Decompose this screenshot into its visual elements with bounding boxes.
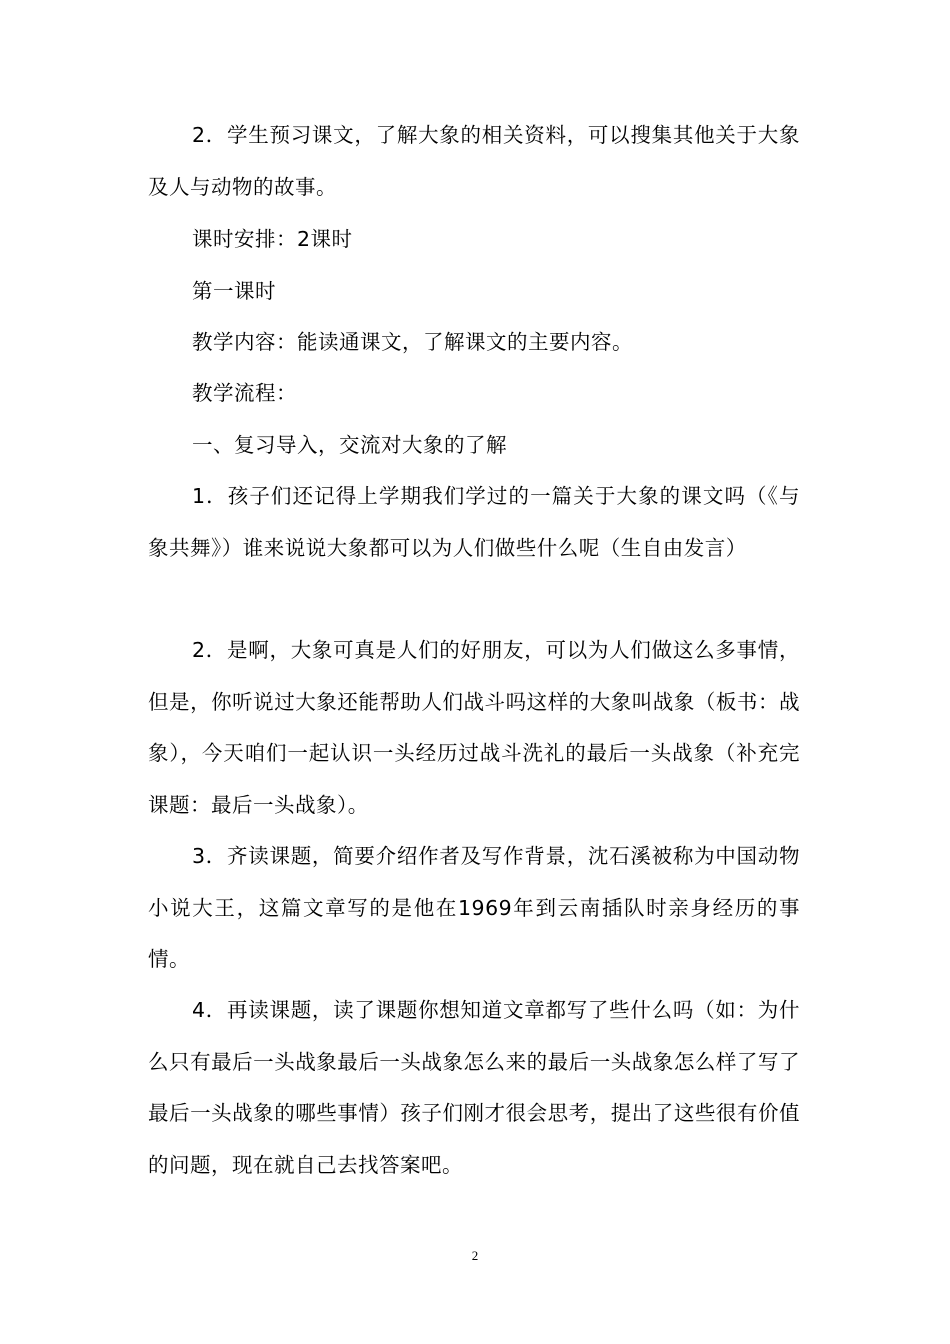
paragraph-preview-task: 2．学生预习课文，了解大象的相关资料，可以搜集其他关于大象及人与动物的故事。 [148, 123, 800, 199]
paragraph-lesson-schedule: 课时安排：2课时 [192, 227, 353, 251]
section-heading-review: 一、复习导入，交流对大象的了解 [192, 433, 507, 457]
page-number: 2 [471, 1248, 479, 1263]
paragraph-step-1: 1．孩子们还记得上学期我们学过的一篇关于大象的课文吗（《与象共舞》）谁来说说大象都可以为人们做些什么呢（生自由发言） [148, 484, 800, 560]
paragraph-step-2: 2．是啊，大象可真是人们的好朋友，可以为人们做这么多事情，但是，你听说过大象还能帮助人们战斗吗这样的大象叫战象（板书：战象），今天咱们一起认识一头经历过战斗洗礼的最后一头战象（补充完课题：最后一头战象）。 [148, 638, 800, 817]
paragraph-teaching-process: 教学流程： [192, 381, 297, 405]
paragraph-first-lesson: 第一课时 [192, 279, 276, 303]
paragraph-step-4: 4．再读课题，读了课题你想知道文章都写了些什么吗（如：为什么只有最后一头战象最后一头战象怎么来的最后一头战象怎么样了写了最后一头战象的哪些事情）孩子们刚才很会思考，提出了这些很有价值的问题，现在就自己去找答案吧。 [148, 998, 800, 1177]
paragraph-teaching-content: 教学内容：能读通课文，了解课文的主要内容。 [192, 330, 633, 354]
paragraph-step-3: 3．齐读课题，简要介绍作者及写作背景，沈石溪被称为中国动物小说大王，这篇文章写的是他在1969年到云南插队时亲身经历的事情。 [148, 844, 800, 971]
